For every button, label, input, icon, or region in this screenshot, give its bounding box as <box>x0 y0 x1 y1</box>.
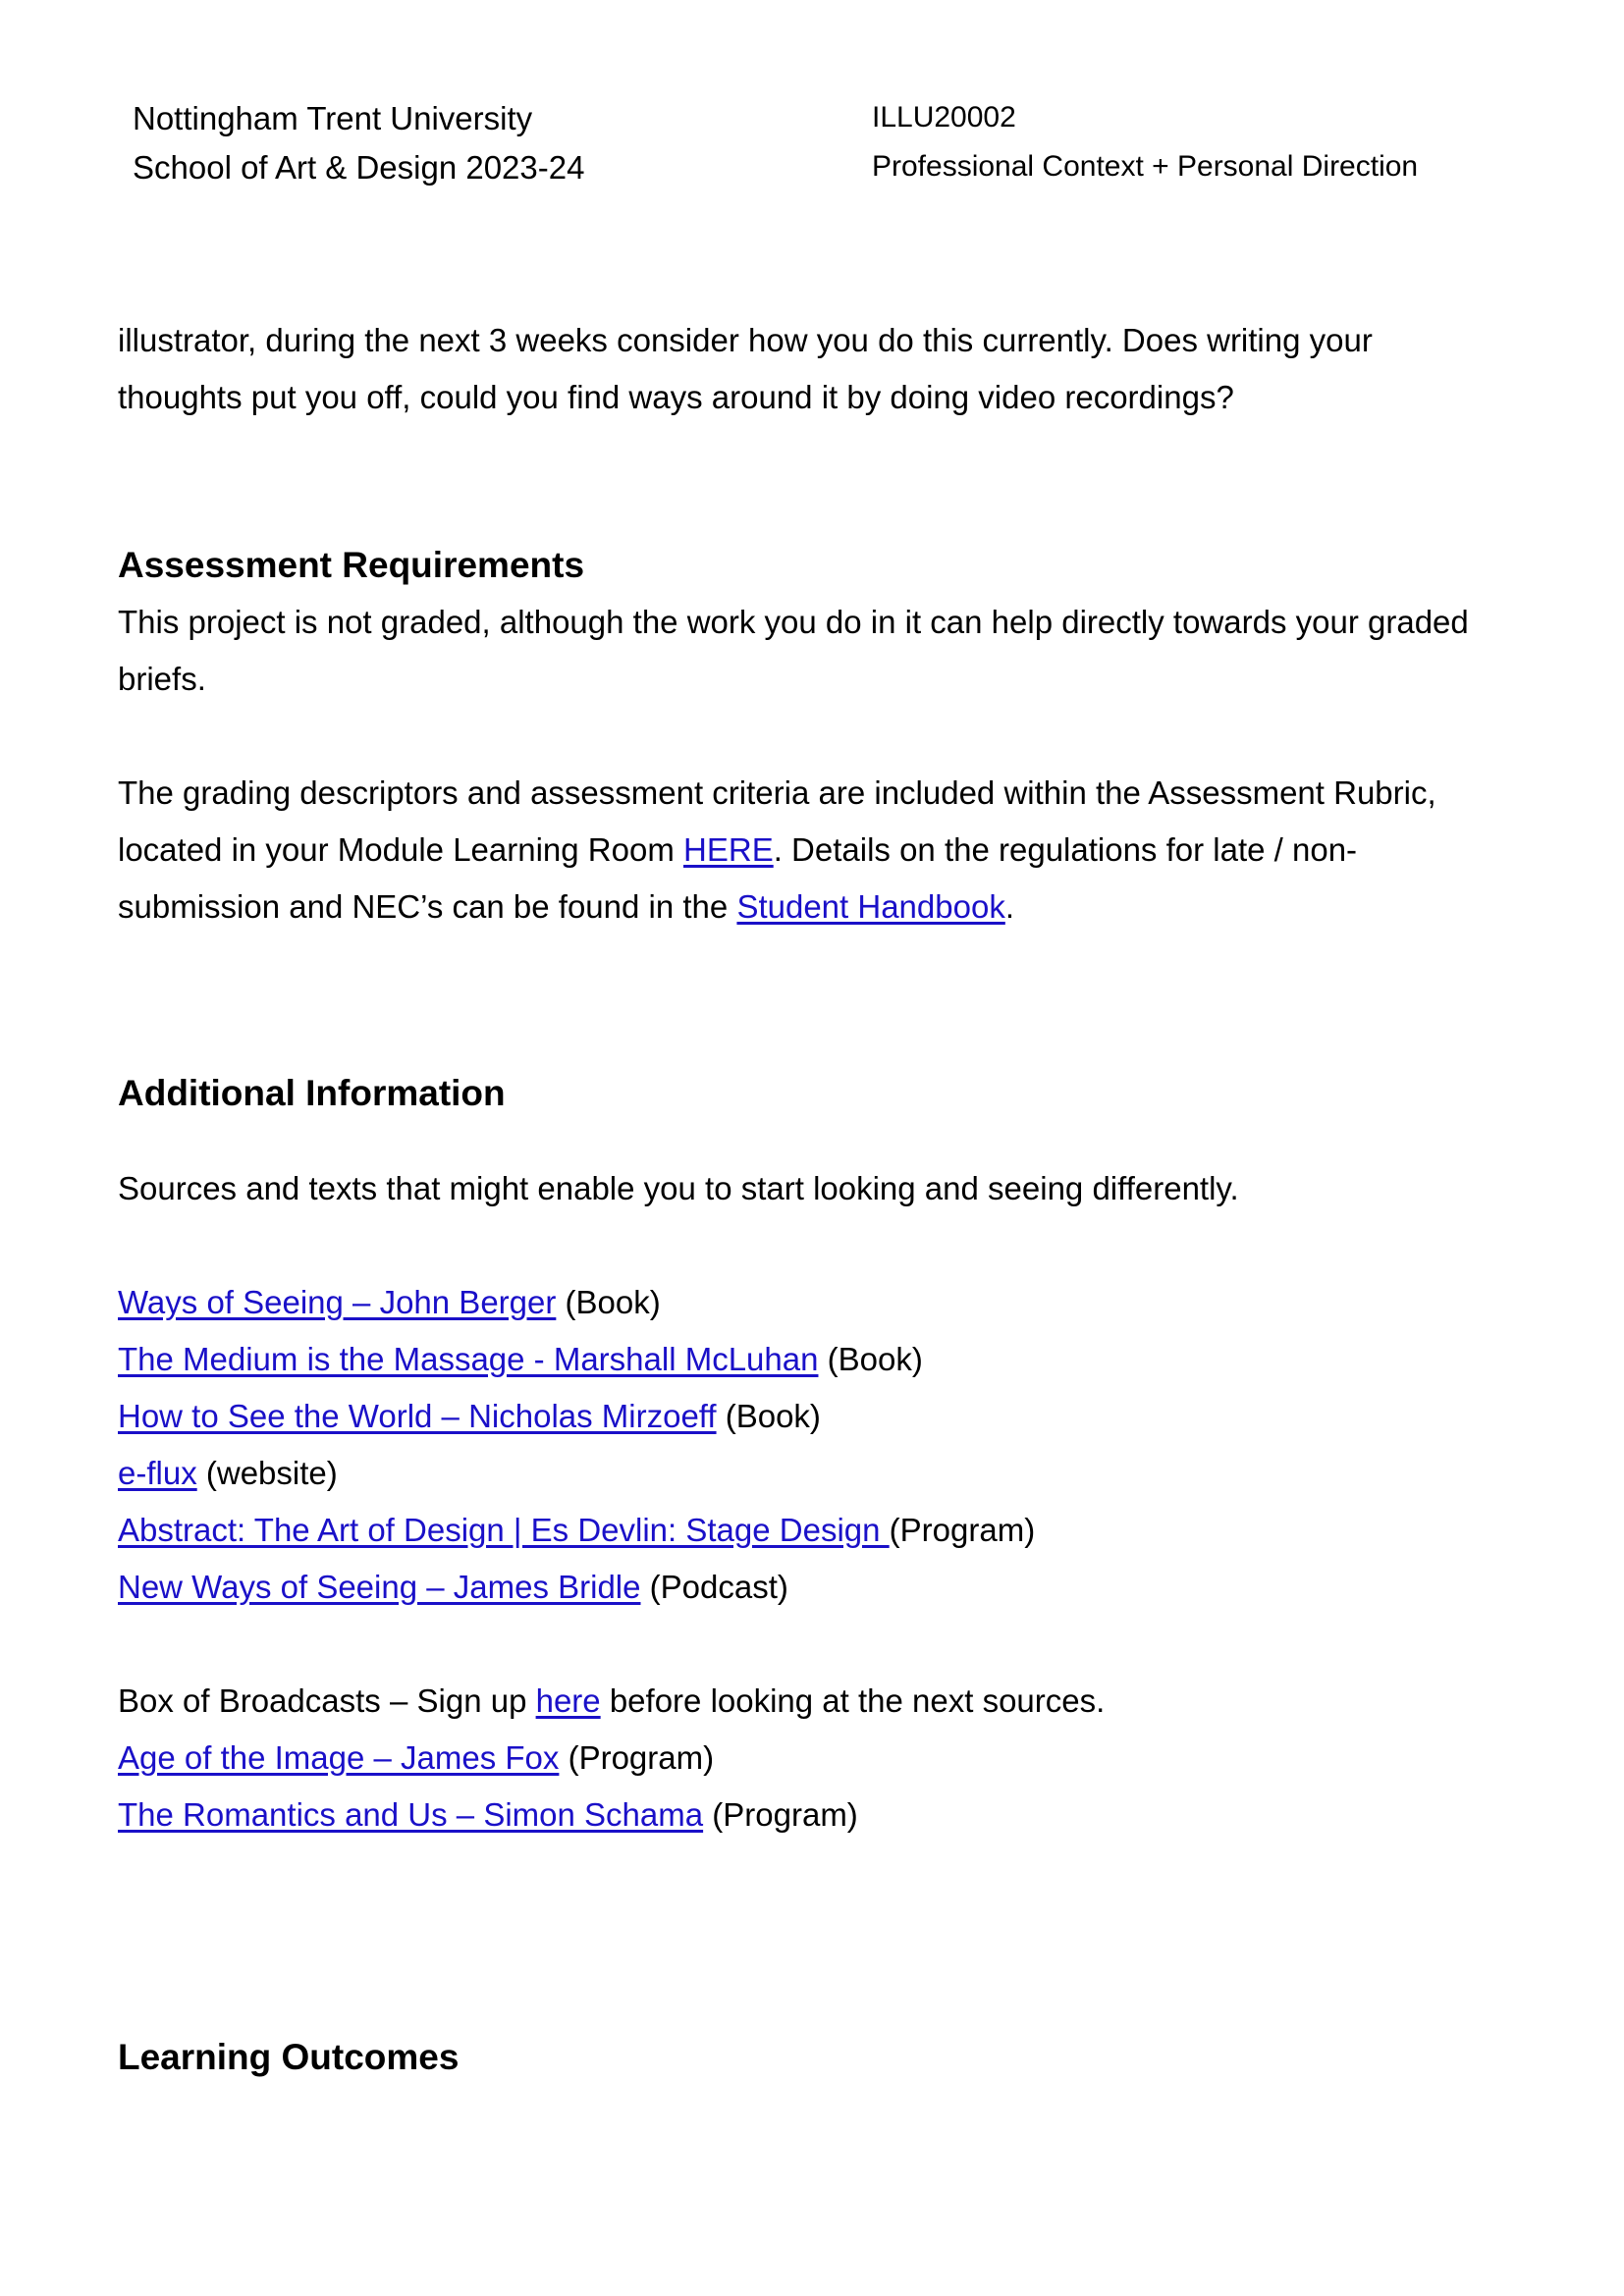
source-type: (Book) <box>556 1284 661 1320</box>
source-link[interactable]: e-flux <box>118 1455 197 1491</box>
module-title: Professional Context + Personal Direction <box>872 150 1419 183</box>
rubric-here-link[interactable]: HERE <box>683 831 774 868</box>
source-type: (website) <box>196 1455 338 1491</box>
assessment-paragraph-1 <box>118 594 1469 708</box>
box-signup-line <box>118 1673 1105 1730</box>
source-type: (Program) <box>889 1512 1036 1548</box>
assessment-p2-text: located in your Module Learning Room <box>118 831 684 868</box>
source-link[interactable]: Age of the Image – James Fox <box>118 1739 560 1776</box>
assessment-p2-line-1: The grading descriptors and assessment criteria are included within the Assessment Rubric, <box>118 774 1436 811</box>
box-text: Box of Broadcasts – Sign up <box>118 1682 536 1719</box>
list-item <box>118 1730 1105 1787</box>
source-type: (Podcast) <box>640 1569 788 1605</box>
university-name: Nottingham Trent University <box>133 100 533 136</box>
list-item <box>118 1787 1105 1843</box>
assessment-p2-line-3 <box>118 879 1436 935</box>
intro-line-1: illustrator, during the next 3 weeks consider how you do this currently. Does writing your <box>118 322 1373 358</box>
list-item <box>118 1559 1035 1616</box>
intro-line-2: thoughts put you off, could you find ways around it by doing video recordings? <box>118 379 1234 415</box>
assessment-heading: Assessment Requirements <box>118 545 585 585</box>
box-of-broadcasts <box>118 1673 1105 1843</box>
source-link[interactable]: The Romantics and Us – Simon Schama <box>118 1796 704 1833</box>
learning-outcomes-heading: Learning Outcomes <box>118 2037 460 2077</box>
source-link[interactable]: How to See the World – Nicholas Mirzoeff <box>118 1398 717 1434</box>
source-type: (Program) <box>559 1739 715 1776</box>
assessment-p1-line-1: This project is not graded, although the work you do in it can help directly towards your graded <box>118 604 1469 640</box>
assessment-p2-text: submission and NEC’s can be found in the <box>118 888 737 925</box>
header-institution <box>133 94 584 192</box>
source-type: (Book) <box>716 1398 821 1434</box>
header-module <box>872 93 1418 191</box>
list-item <box>118 1388 1035 1445</box>
source-link[interactable]: Ways of Seeing – John Berger <box>118 1284 557 1320</box>
source-type: (Program) <box>703 1796 858 1833</box>
list-item <box>118 1331 1035 1388</box>
box-signup-link[interactable]: here <box>535 1682 601 1719</box>
source-link[interactable]: New Ways of Seeing – James Bridle <box>118 1569 641 1605</box>
module-code: ILLU20002 <box>872 101 1016 133</box>
additional-intro: Sources and texts that might enable you to start looking and seeing differently. <box>118 1170 1239 1206</box>
assessment-p2-text: . <box>1004 888 1014 925</box>
intro-paragraph <box>118 312 1373 426</box>
box-text: before looking at the next sources. <box>600 1682 1106 1719</box>
assessment-p2-text: . Details on the regulations for late / non- <box>773 831 1358 868</box>
list-item <box>118 1502 1035 1559</box>
source-type: (Book) <box>818 1341 923 1377</box>
school-year: School of Art & Design 2023-24 <box>133 149 585 186</box>
student-handbook-link[interactable]: Student Handbook <box>736 888 1005 925</box>
assessment-p1-line-2: briefs. <box>118 661 206 697</box>
sources-list <box>118 1274 1035 1616</box>
source-link[interactable]: The Medium is the Massage - Marshall McLuhan <box>118 1341 819 1377</box>
list-item <box>118 1274 1035 1331</box>
source-link[interactable]: Abstract: The Art of Design | Es Devlin: Stage Design <box>118 1512 890 1548</box>
additional-heading: Additional Information <box>118 1073 506 1113</box>
assessment-p2-line-2 <box>118 822 1436 879</box>
list-item <box>118 1445 1035 1502</box>
assessment-paragraph-2 <box>118 765 1436 935</box>
